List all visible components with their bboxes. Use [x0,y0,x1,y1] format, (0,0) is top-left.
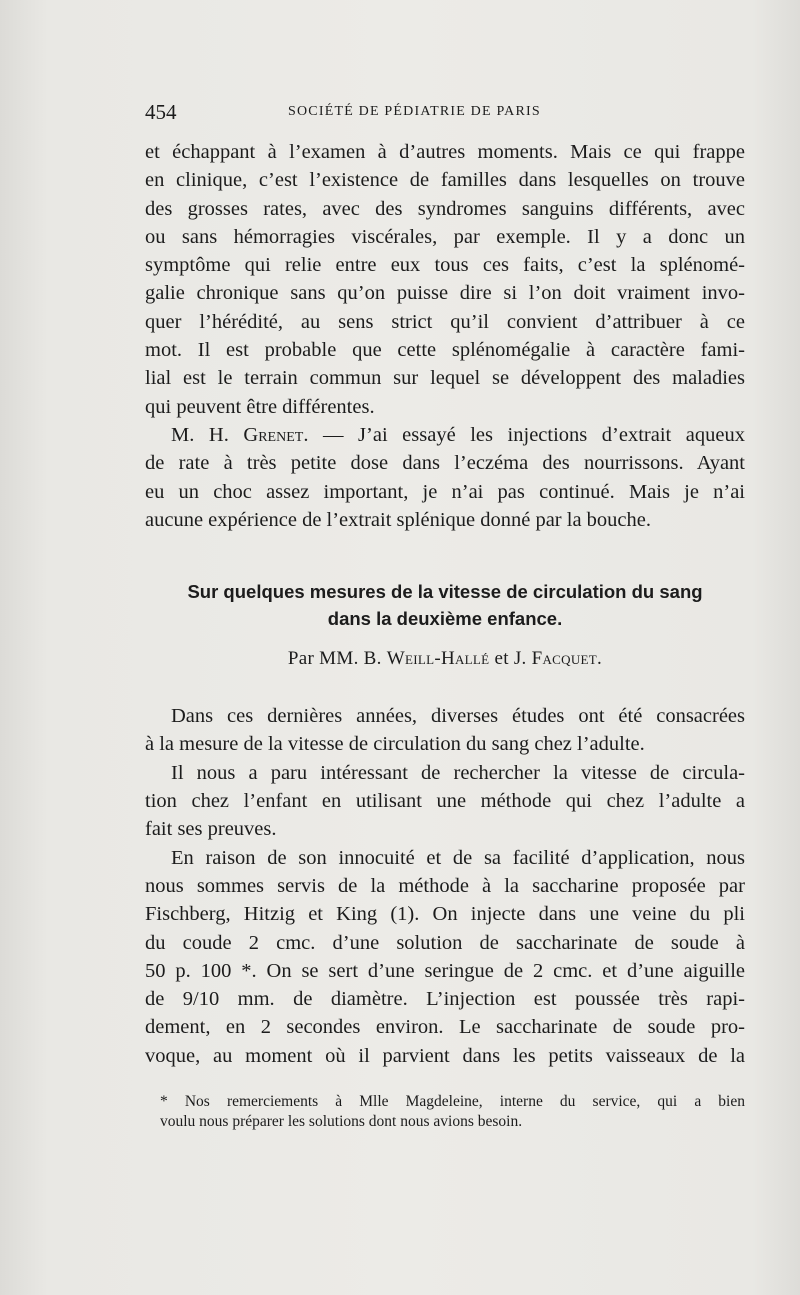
text-line: symptôme qui relie entre eux tous ces faits, c’est la splénomé- [145,254,745,277]
speaker-line [145,421,745,449]
text-line: de 9/10 mm. de diamètre. L’injection est poussée très rapi- [145,988,745,1011]
author-prefix: Par MM. B. [287,648,387,670]
text-line: des grosses rates, avec des syndromes sanguins différents, avec [145,197,745,220]
text-line: en clinique, c’est l’existence de familles dans lesquelles on trouve [145,169,745,192]
author-name: Weill-Hallé [386,648,490,670]
text-line: qui peuvent être différentes. [145,395,375,418]
footnote-line: * Nos remerciements à Mlle Magdeleine, interne du service, qui a bien [160,1093,745,1111]
text-line: eu un choc assez important, je n’ai pas continué. Mais je n’ai [145,480,745,503]
page-body [145,138,745,1132]
text-line: quer l’hérédité, au sens strict qu’il convient d’attribuer à ce [145,310,745,333]
text-line: voque, au moment où il parvient dans les petits vaisseaux de la [145,1044,745,1067]
text-line: dement, en 2 secondes environ. Le saccharinate de soude pro- [145,1016,745,1039]
page-number: 454 [145,100,177,124]
author-connector: et J. [489,648,532,670]
text-line: galie chronique sans qu’on puisse dire si l’on doit vraiment invo- [145,282,745,305]
footnote-line: voulu nous préparer les solutions dont nous avions besoin. [160,1113,523,1131]
text-line: ou sans hémorragies viscérales, par exemple. Il y a donc un [145,225,745,248]
title-line: Sur quelques mesures de la vitesse de circulation du sang [187,581,703,603]
section-gap [145,672,745,702]
article-authors [145,646,745,672]
text-line: du coude 2 cmc. d’une solution de saccharinate de soude à [145,931,745,954]
text-line: de rate à très petite dose dans l’eczéma des nourrissons. Ayant [145,452,745,475]
text-line: lial est le terrain commun sur lequel se développent des maladies [145,367,745,390]
text-line: aucune expérience de l’extrait splénique donné par la bouche. [145,508,652,531]
grenet-remark [145,421,745,534]
article-paragraph [145,844,745,1070]
text-line: fait ses preuves. [145,818,277,841]
text-line: Dans ces dernières années, diverses études ont été consacrées [171,705,745,728]
text-line: et échappant à l’examen à d’autres moments. Mais ce qui frappe [145,141,745,163]
discussion-paragraph [145,138,745,421]
text-line: 50 p. 100 *. On se sert d’une seringue de 2 cmc. et d’une aiguille [145,959,745,982]
speaker-line-rest: . — J’ai essayé les injections d’extrait aqueux [303,423,745,446]
author-suffix: . [597,648,603,670]
speaker-name: Grenet [243,423,304,446]
article-paragraph [145,759,745,844]
article-paragraph [145,702,745,759]
text-line: tion chez l’enfant en utilisant une méthode qui chez l’adulte a [145,790,745,813]
text-line: En raison de son innocuité et de sa facilité d’application, nous [171,846,745,869]
title-line: dans la deuxième enfance. [327,608,563,630]
footnote [145,1092,745,1132]
section-gap [145,534,745,578]
text-line: Il nous a paru intéressant de rechercher la vitesse de circula- [171,761,745,784]
speaker-prefix: M. H. [171,423,244,446]
author-name: Facquet [531,648,598,670]
text-line: Fischberg, Hitzig et King (1). On injecte dans une veine du pli [145,903,745,926]
page-header [145,100,755,130]
article-title [145,578,745,632]
text-line: nous sommes servis de la méthode à la saccharine proposée par [145,874,745,897]
text-line: à la mesure de la vitesse de circulation du sang chez l’adulte. [145,733,645,756]
running-title: SOCIÉTÉ DE PÉDIATRIE DE PARIS [288,104,541,119]
text-line: mot. Il est probable que cette splénomégalie à caractère fami- [145,339,745,362]
